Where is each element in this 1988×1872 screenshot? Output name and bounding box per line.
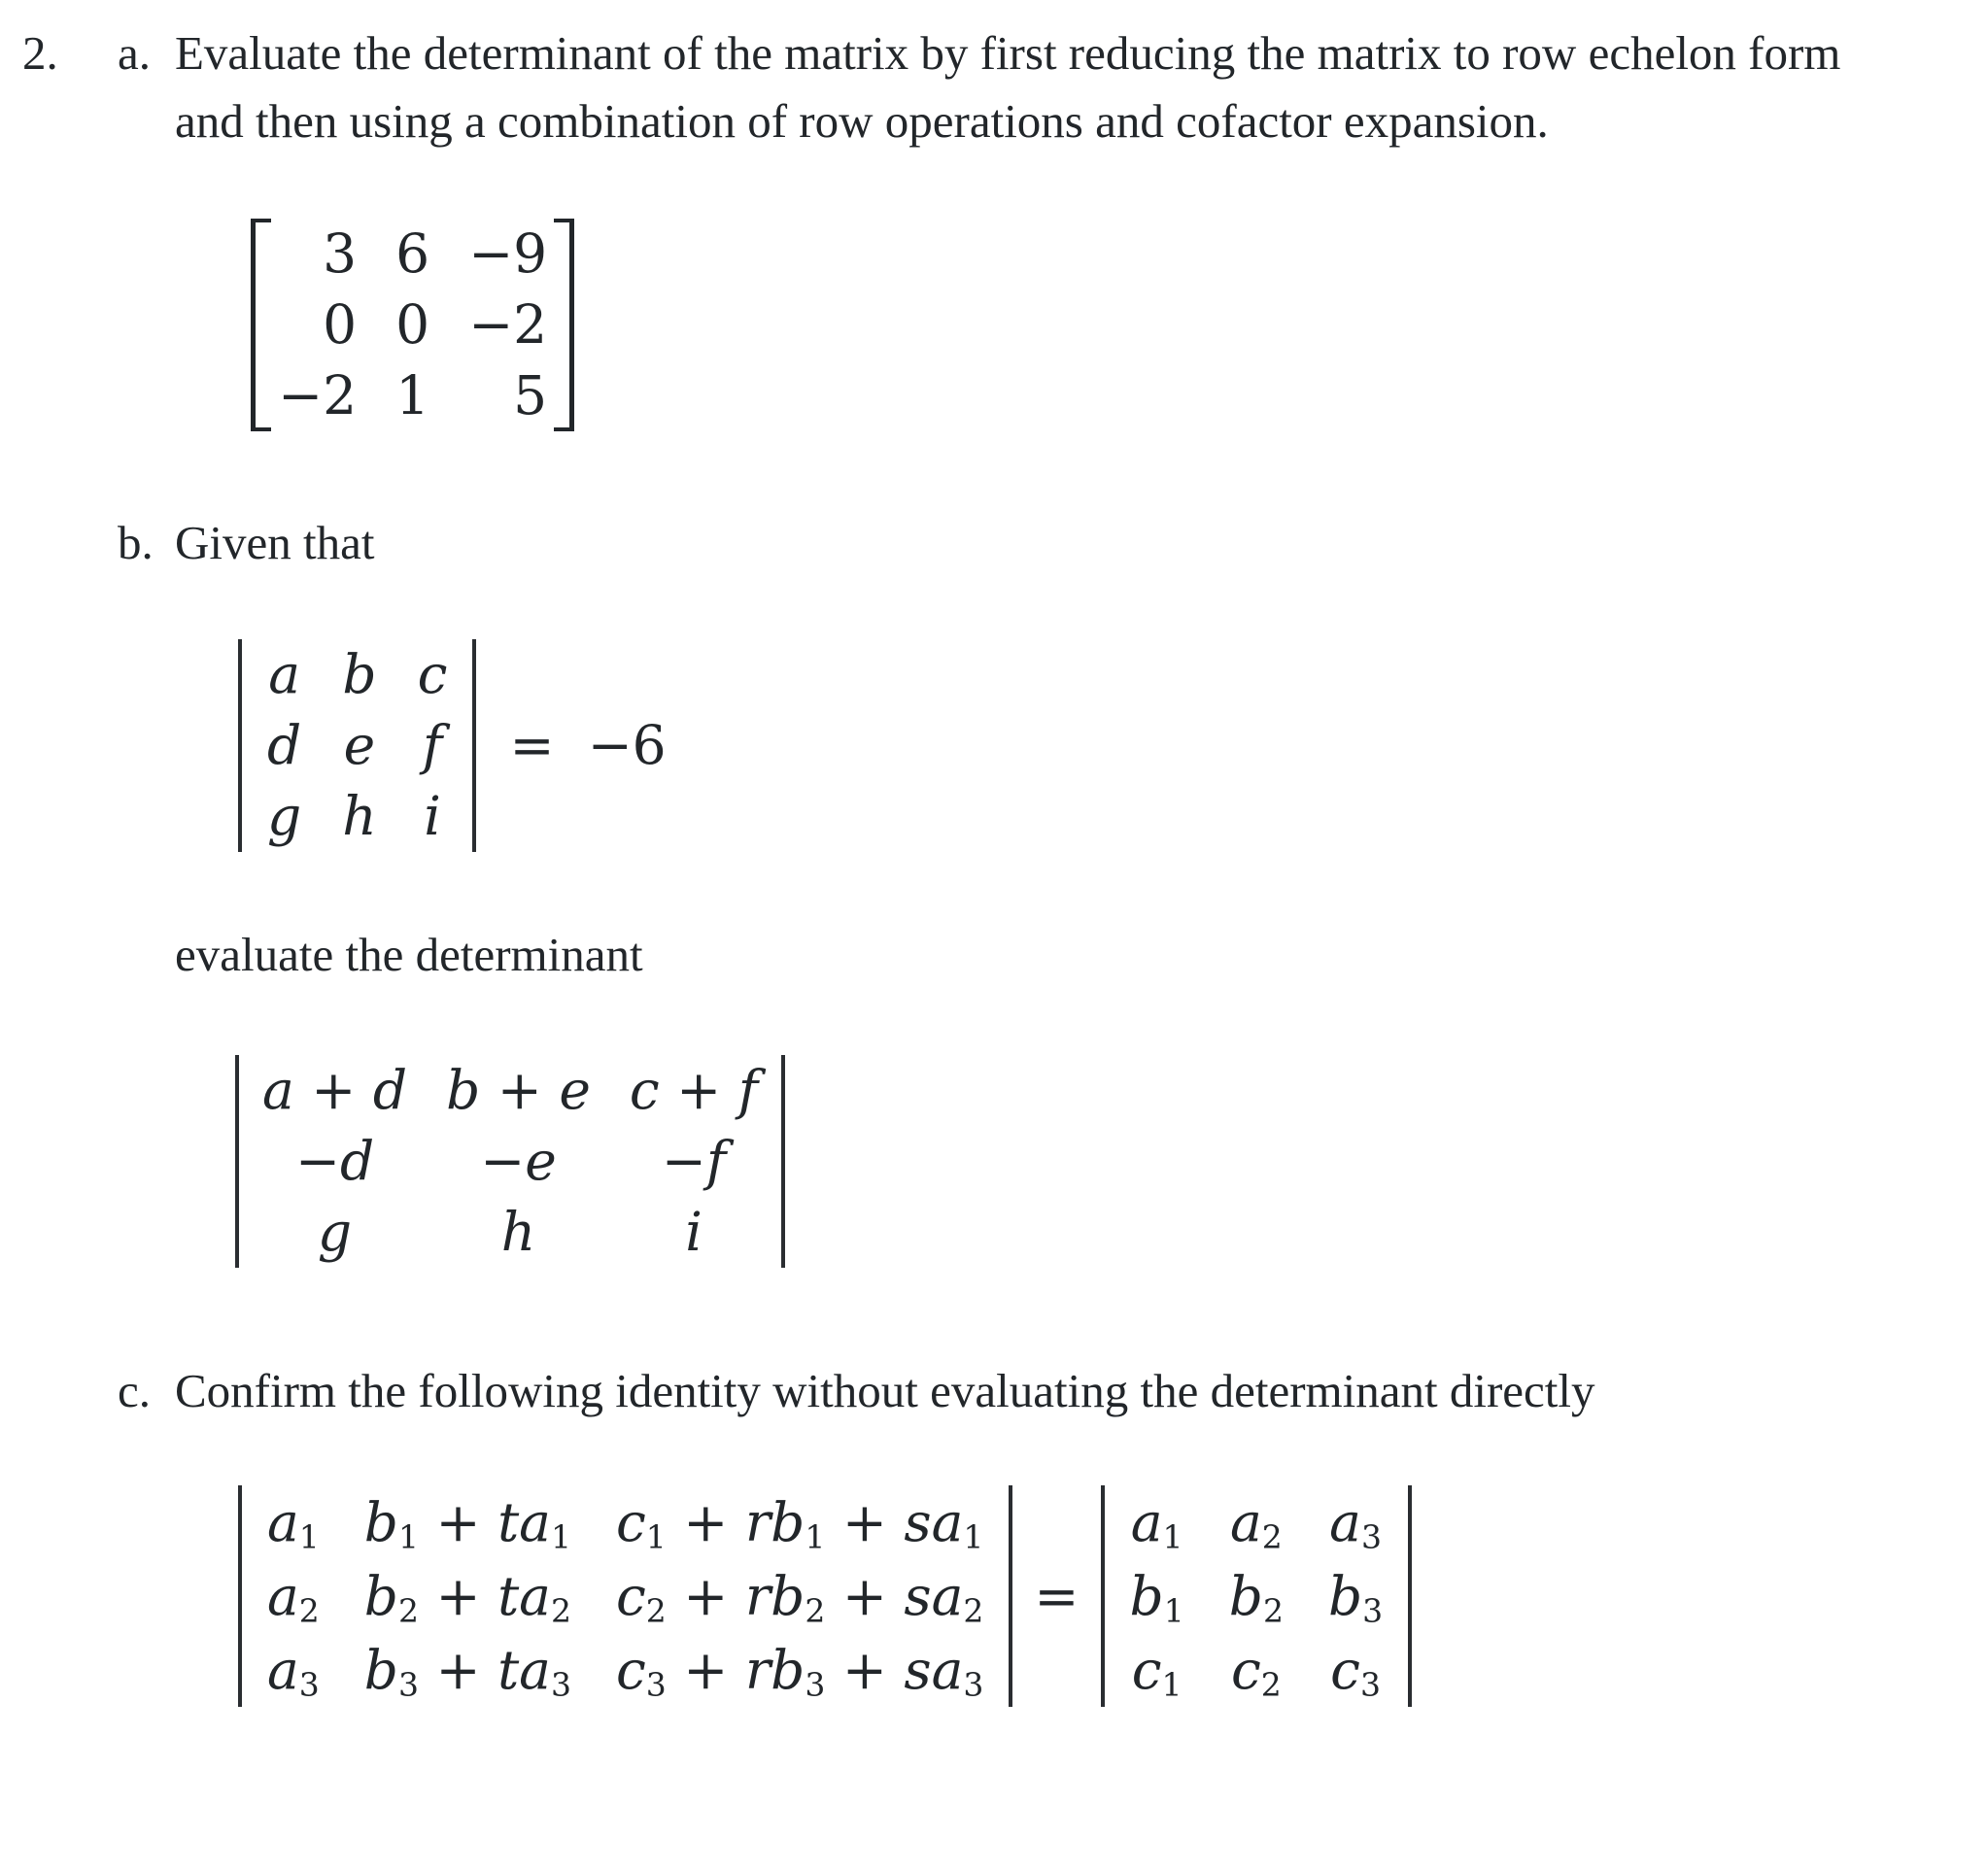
matrix-cell: 6 (395, 222, 430, 285)
part-b-label: b. (118, 516, 154, 569)
determinant-cell: −f (661, 1130, 727, 1192)
target-determinant (235, 1055, 785, 1268)
problem-number: 2. (22, 26, 58, 80)
determinant-cell: b (342, 643, 377, 705)
given-determinant-equation (238, 639, 1857, 852)
equals-sign: = (509, 714, 555, 776)
given-determinant (238, 639, 476, 852)
determinant-cell: $b_3$ (1327, 1565, 1384, 1630)
determinant-cell: i (424, 785, 441, 847)
determinant-cell: $a_3$ (267, 1639, 320, 1704)
part-c-label: c. (118, 1364, 151, 1417)
determinant-cell: $b_1$ (1129, 1565, 1184, 1630)
equals-sign: = (1034, 1564, 1080, 1627)
determinant-cell: $a_1$ (1130, 1491, 1183, 1556)
determinant-cell: c (417, 643, 448, 705)
part-c-instruction: Confirm the following identity without evaluating the determinant directly (175, 1364, 1595, 1417)
matrix-cell: 0 (323, 293, 358, 356)
determinant-cell: h (342, 785, 377, 847)
determinant-cell: a + d (262, 1059, 408, 1121)
determinant-cell: −d (294, 1130, 375, 1192)
determinant-cell: $c_2$ (1230, 1639, 1282, 1704)
determinant-cell: $c_2 + rb_2 + sa_2$ (615, 1565, 984, 1630)
matrix-cell: 5 (513, 364, 548, 426)
determinant-cell: $b_2 + ta_2$ (363, 1565, 571, 1630)
determinant-cell: i (685, 1201, 703, 1263)
part-b-prompt: evaluate the determinant (175, 928, 643, 981)
determinant-cell: d (267, 714, 302, 776)
identity-rhs-determinant (1101, 1485, 1413, 1707)
problem-2 (0, 19, 1988, 1707)
matrix-cell: 0 (395, 293, 430, 356)
part-b-text (118, 509, 1856, 577)
determinant-cell: c + f (629, 1059, 759, 1121)
determinant-cell: f (422, 714, 443, 776)
determinant-cell: −e (480, 1130, 557, 1192)
problem-parts (118, 19, 1857, 1707)
determinant-cell: $b_2$ (1228, 1565, 1284, 1630)
matrix-cell: 1 (395, 364, 430, 426)
determinant-cell: $c_1 + rb_1 + sa_1$ (615, 1491, 984, 1556)
matrix-cell: 3 (323, 222, 358, 285)
part-a-label: a. (118, 26, 151, 80)
determinant-cell: g (317, 1201, 353, 1263)
determinant-cell: $a_2$ (1229, 1491, 1283, 1556)
determinant-cell: g (267, 785, 302, 847)
matrix-cell: −9 (468, 222, 548, 285)
determinant-cell: $b_1 + ta_1$ (363, 1491, 571, 1556)
determinant-cell: $c_3$ (1330, 1639, 1381, 1704)
identity-equation (238, 1485, 1857, 1707)
part-a-text (118, 19, 1856, 155)
determinant-cell: h (500, 1201, 536, 1263)
part-a-instruction: Evaluate the determinant of the matrix by first reducing the matrix to row echelon form and then using a combination of row operations and cofactor expansion. (175, 26, 1841, 148)
determinant-cell: b + e (446, 1059, 591, 1121)
matrix-cell: −2 (278, 364, 358, 426)
identity-lhs-determinant (238, 1485, 1012, 1707)
matrix-a (251, 219, 574, 431)
determinant-cell: $c_3 + rb_3 + sa_3$ (615, 1639, 984, 1704)
determinant-cell: $b_3 + ta_3$ (363, 1639, 571, 1704)
matrix-a-block (251, 219, 1857, 431)
determinant-cell: $a_3$ (1329, 1491, 1382, 1556)
matrix-cell: −2 (468, 293, 548, 356)
part-c-text (118, 1357, 1856, 1425)
determinant-cell: a (268, 643, 300, 705)
determinant-cell: $a_2$ (267, 1565, 320, 1630)
determinant-cell: $c_1$ (1131, 1639, 1183, 1704)
determinant-value: −6 (587, 714, 667, 776)
target-determinant-block (235, 1055, 1857, 1268)
part-b-intro: Given that (175, 516, 375, 569)
determinant-cell: $a_1$ (267, 1491, 320, 1556)
determinant-cell: e (343, 714, 376, 776)
